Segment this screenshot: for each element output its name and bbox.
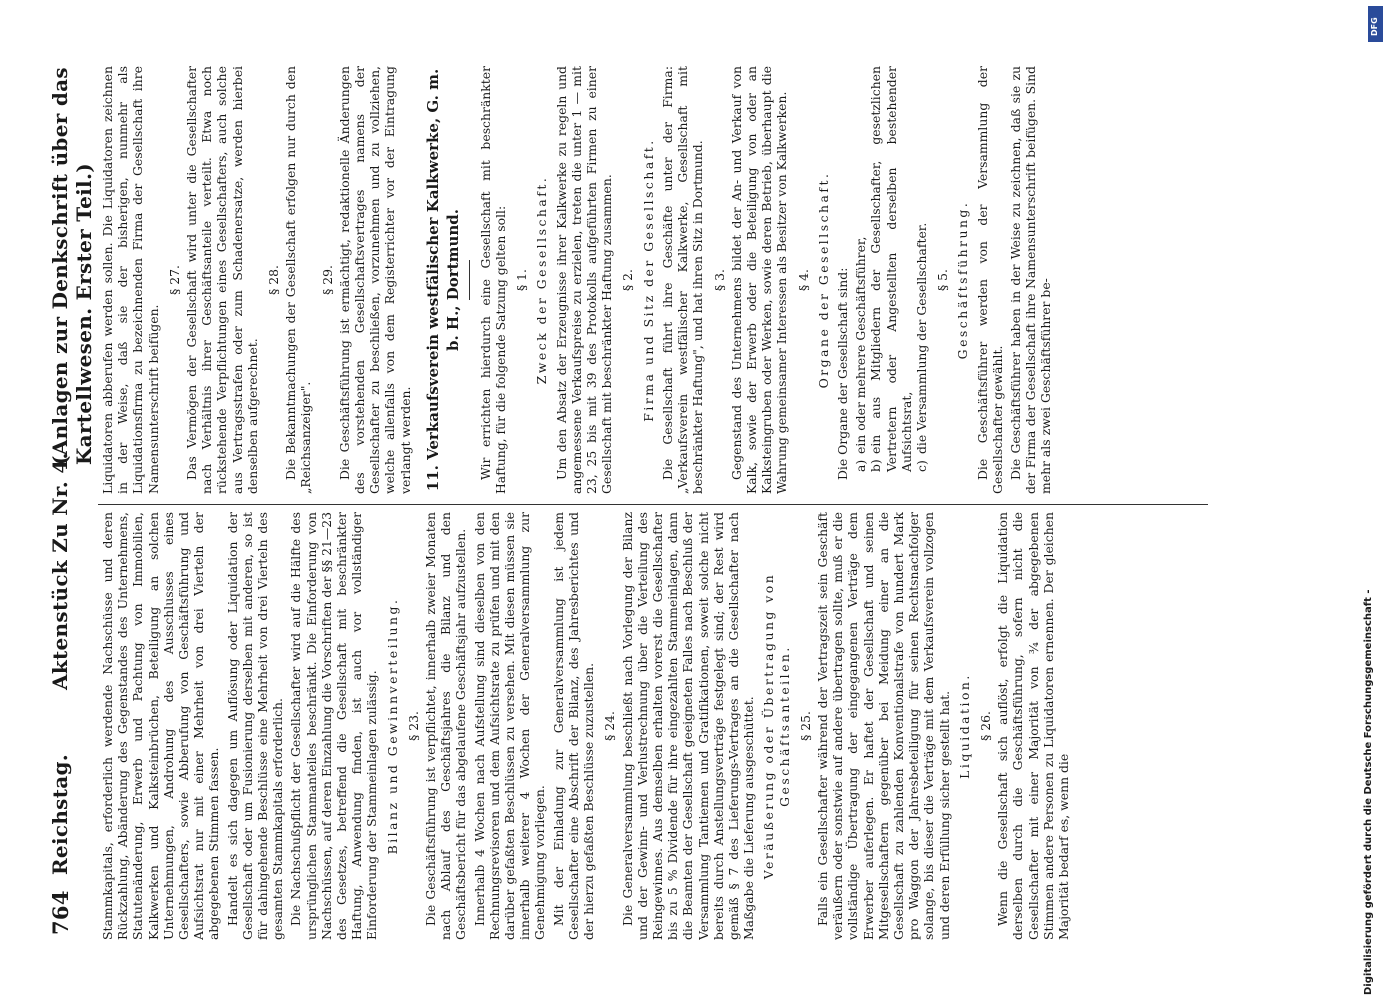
paragraph: Liquidatoren abberufen werden sollen. Die Liquidatoren zeichnen in der Weise, daß sie der bisherigen, nunmehr als Liquidationsfirma zu bezeichnenden Firma der Gesellschaft ihre Namensunterschrift beifügen. xyxy=(100,66,161,494)
section-title: Reichstag. xyxy=(48,753,72,875)
paragraph: Das Vermögen der Gesellschaft wird unter die Gesellschafter nach Verhältnis ihrer Geschäftsanteile verteilt. Etwa noch rückstehende Verpflichtungen eines Gesellschafters, auch solche aus Vertragsstrafen oder zum Schadenersatze, werden hierbei denselben aufgerechnet. xyxy=(184,66,260,494)
page-header xyxy=(40,65,96,935)
paragraph: Stammkapitals, erforderlich werdende Nachschüsse und deren Rückzahlung, Abänderung des Gegenstandes des Unternehmens, Statutenänderung, Erwerb und Pachtung von Immobilien, Kalkwerken und Kalksteinbrüchen, Beteiligung an solchen Unternehmungen, Androhung des Ausschlusses eines Gesellschafters, sowie Abberufung von Geschäftsführung und Aufsichtsrat nur mit einer Mehrheit von drei Vierteln der abgegebenen Stimmen fassen. xyxy=(100,512,222,940)
paragraph: Die Organe der Gesellschaft sind: xyxy=(834,267,850,480)
paragraph: Gegenstand des Unternehmens bildet der An- und Verkauf von Kalk, sowie der Erwerb oder die Beteiligung von oder an Kalksteingruben oder Werken, sowie deren Betrieb, überhaupt die Wahrung gemeinsamer Interessen als Besitzer von Kalkwerken. xyxy=(728,66,790,494)
paragraph: Die Bekanntmachungen der Gesellschaft erfolgen nur durch den „Reichsanzeiger". xyxy=(283,66,314,494)
digitization-margin xyxy=(1008,0,1383,1000)
section-heading: Geschäftsführung. xyxy=(955,200,971,360)
paragraph: Die Geschäftsführer haben in der Weise zu zeichnen, daß sie zu der Firma der Gesellschaft ihre Namensunterschrift beifügen. Sind mehr als zwei Geschäftsführer be- xyxy=(1007,66,1054,494)
section-heading: Zweck der Gesellschaft. xyxy=(534,175,550,385)
digitization-credit: Digitalisierung gefördert durch die Deutsche Forschungsgemeinschaft - xyxy=(1363,589,1374,995)
dfg-logo xyxy=(1368,6,1383,42)
paragraph-number: § 24. xyxy=(602,711,618,741)
paragraph-number: § 2. xyxy=(620,269,636,291)
list-text: ein aus Mitgliedern der Gesellschafter, gesetzlichen Vertretern oder Angestellten derselben bestehender Aufsichtsrat, xyxy=(868,66,914,472)
section-heading: Organe der Gesellschaft. xyxy=(815,171,831,389)
section-heading: Liquidation. xyxy=(956,673,972,779)
list-item xyxy=(914,66,929,472)
paragraph-number: § 3. xyxy=(711,269,727,291)
organ-list xyxy=(853,66,929,472)
list-item xyxy=(853,66,868,472)
list-marker: c) xyxy=(913,460,929,472)
paragraph: Mit der Einladung zur Generalversammlung ist jedem Gesellschafter eine Abschrift der Bilanz, des Jahresberichtes und der hierzu gefaßten Beschlüsse zuzustellen. xyxy=(550,512,597,940)
list-marker: b) xyxy=(868,459,884,472)
list-item xyxy=(868,66,914,472)
section-heading: Bilanz und Gewinnverteilung. xyxy=(384,597,400,855)
logo-text: DFG xyxy=(1370,17,1379,36)
heading-rule xyxy=(469,260,470,300)
list-text: die Versammlung der Gesellschafter. xyxy=(913,222,929,454)
paragraph-number: § 1. xyxy=(514,269,530,291)
paragraph: Die Geschäftsführer werden von der Versammlung der Gesellschafter gewählt. xyxy=(974,66,1005,494)
paragraph-number: § 25. xyxy=(797,711,813,741)
paragraph-number: § 23. xyxy=(405,711,421,741)
paragraph-number: § 28. xyxy=(266,265,282,295)
paragraph: Handelt es sich dagegen um Auflösung oder Liquidation der Gesellschaft oder um Fusionierung derselben mit anderen, so ist für dahingehende Beschlüsse eine Mehrheit von drei Vierteln des gesamten Stammkapitals erforderlich. xyxy=(224,512,286,940)
page-number: 764 xyxy=(48,890,73,935)
paragraph: Die Geschäftsführung ist verpflichtet, innerhalb zweier Monaten nach Ablauf des Geschäftsjahres die Bilanz und den Geschäftsbericht für das abgelaufene Geschäftsjahr aufzustellen. xyxy=(423,512,469,940)
paragraph-number: § 5. xyxy=(935,269,951,291)
section-heading: Firma und Sitz der Gesellschaft. xyxy=(640,138,656,422)
paragraph: Innerhalb 4 Wochen nach Aufstellung sind dieselben von den Rechnungsrevisoren und dem Aufsichtsrate zu prüfen und mit den darüber gefaßten Beschlüssen zu versehen. Mit diesen müssen sie innerhalb weiterer 4 Wochen der Generalversammlung zur Genehmigung vorliegen. xyxy=(471,512,548,940)
paragraph-number: § 27. xyxy=(166,265,182,295)
paragraph: Wir errichten hierdurch eine Gesellschaft mit beschränkter Haftung, für die folgende Satzung gelten soll: xyxy=(477,66,509,494)
paragraph-number: § 26. xyxy=(977,711,993,741)
list-text: ein oder mehrere Geschäftsführer, xyxy=(853,236,869,454)
company-heading: 11. Verkaufsverein westfälischer Kalkwerke, G. m. b. H., Dortmund. xyxy=(423,68,462,492)
paragraph: Die Geschäftsführung ist ermächtigt, redaktionelle Änderungen des vorstehenden Gesellschaftsvertrages namens der Gesellschafter zu beschließen, vorzunehmen und zu vollziehen, welche allenfalls von dem Registerrichter vor der Eintragung verlangt werden. xyxy=(336,66,413,494)
exhibit-title: Aktenstück Zu Nr. 4. xyxy=(48,452,72,690)
paragraph-number: § 29. xyxy=(319,265,335,295)
paragraph: Um den Absatz der Erzeugnisse ihrer Kalkwerke zu regeln und angemessene Verkaufspreise zu erzielen, treten die unter 1 — mit 23, 25 bis mit 39 des Protokolls aufgeführten Firmen zu einer Gesellschaft mit beschränkter Haftung zusammen. xyxy=(553,66,615,494)
paragraph: Die Nachschußpflicht der Gesellschafter wird auf die Hälfte des ursprünglichen Stammanteiles beschränkt. Die Einforderung von Nachschüssen, auf deren Einzahlung die Vorschriften der §§ 21—23 des Gesetzes, betreffend die Gesellschaft mit beschränkter Haftung, Anwendung finden, ist auch vor vollständiger Einforderung der Stammeinlagen zulässig. xyxy=(288,512,380,940)
paragraph: Wenn die Gesellschaft sich auflöst, erfolgt die Liquidation derselben durch die Geschäftsführung, sofern nicht die Gesellschafter mit einer Majorität von ¾ der abgegebenen Stimmen andere Personen zu Liquidatoren ernennen. Der gleichen Majorität bedarf es, wenn die xyxy=(995,512,1071,940)
paragraph: Die Generalversammlung beschließt nach Vorlegung der Bilanz und der Gewinn- und Verlustrechnung über die Verteilung des Reingewinnes. Aus demselben erhalten vorerst die Gesellschafter bis zu 5 % Dividende für ihre eingezahlten Stammeinlagen, dann die Beamten der Gesellschaft geeigneten Falles nach Beschluß der Versammlung Tantiemen und Gratifikationen, soweit solche nicht bereits durch Anstellungsverträge festgelegt sind; der Rest wird gemäß § 7 des Lieferungs-Vertrages an die Gesellschafter nach Maßgabe die Lieferung ausgeschüttet. xyxy=(619,512,757,940)
document-title: (Anlagen zur Denkschrift über das Kartellwesen. Erster Teil.) xyxy=(48,67,96,465)
list-marker: a) xyxy=(853,459,869,472)
section-heading: Veräußerung oder Übertragung von Geschäftsanteilen. xyxy=(761,572,792,880)
paragraph: Die Gesellschaft führt ihre Geschäfte unter der Firma: „Verkaufsverein westfälischer Kalkwerke, Gesellschaft mit beschränkter Haftung", und hat ihren Sitz in Dortmund. xyxy=(659,66,706,494)
paragraph-number: § 4. xyxy=(795,269,811,291)
paragraph: Falls ein Gesellschafter während der Vertragszeit sein Geschäft veräußern oder sonstwie auf andere übertragen sollte, muß er die vollständige Übertragung der eingegangenen Verträge dem Erwerber auferlegen. Er haftet der Gesellschaft und seinen Mitgesellschaftern gegenüber bei Meidung einer an die Gesellschaft zu zahlenden Konventionalstrafe von hundert Mark pro Waggon der Jahresbeteiligung für seinen Rechtsnachfolger solange, bis dieser die Verträge mit dem Verkaufsverein vollzogen und deren Erfüllung sicher gestellt hat. xyxy=(814,512,952,940)
